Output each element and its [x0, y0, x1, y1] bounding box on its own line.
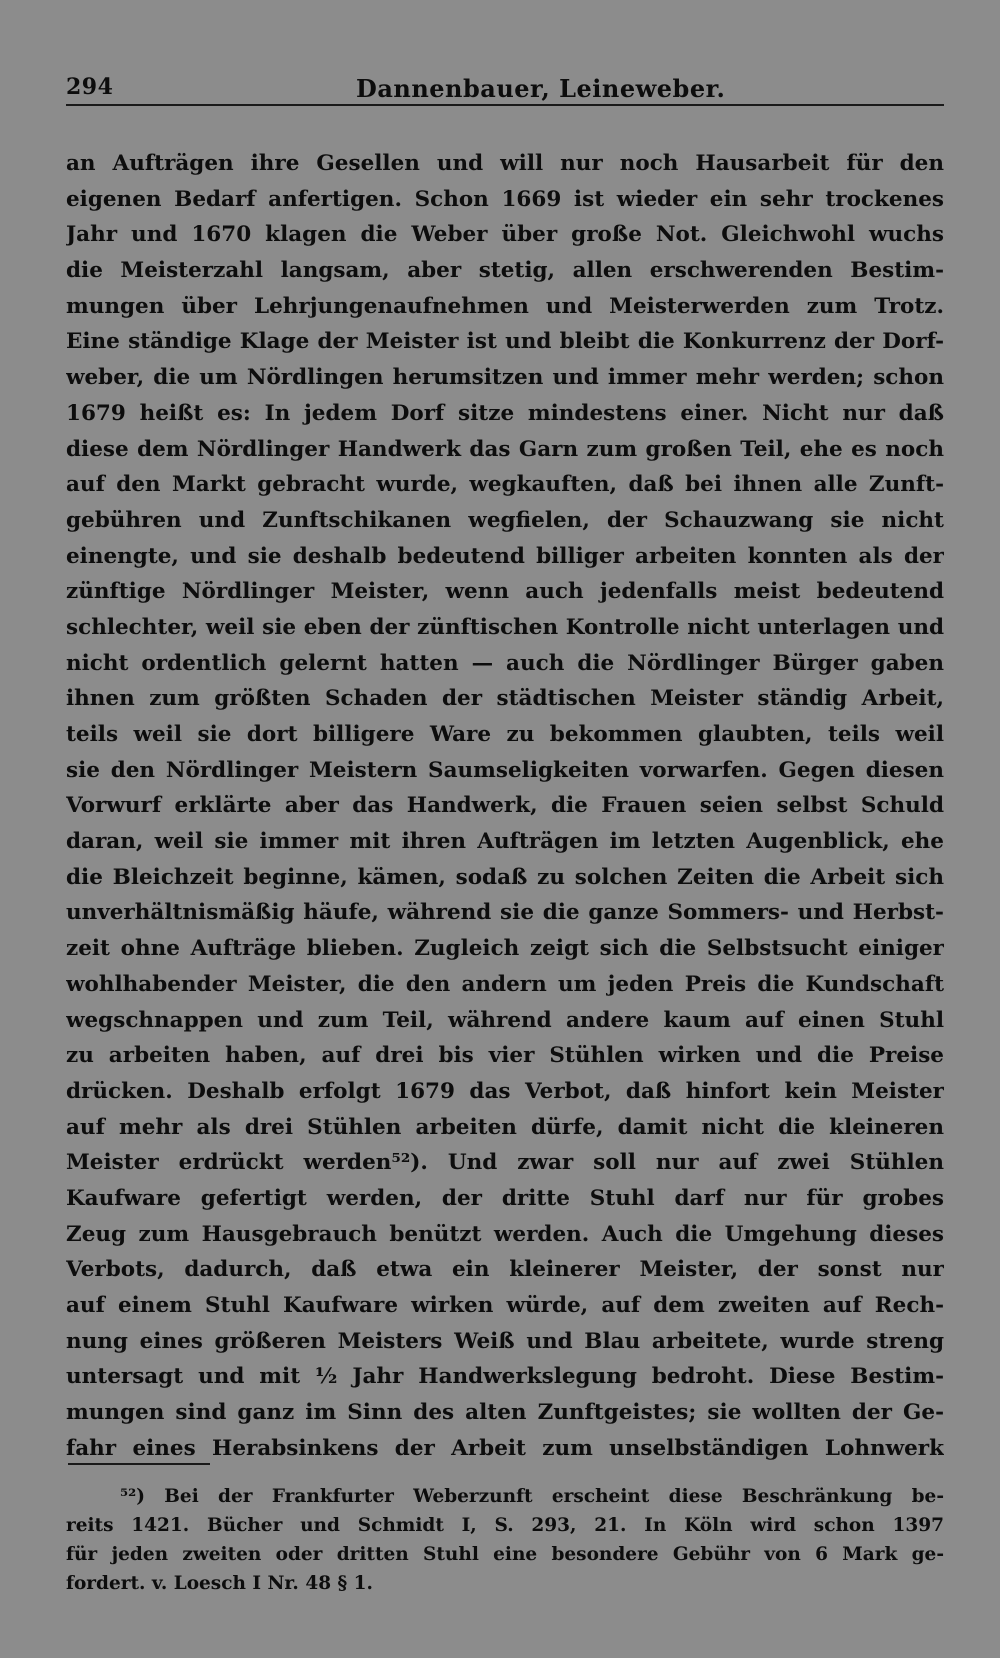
text-line: Vorwurf erklärte aber das Handwerk, die Frauen seien selbst Schuld [66, 793, 944, 819]
text-line: die Meisterzahl langsam, aber stetig, allen erschwerenden Bestim- [66, 258, 944, 284]
text-line: Kaufware gefertigt werden, der dritte Stuhl darf nur für grobes [66, 1185, 944, 1211]
text-line: wegschnappen und zum Teil, während andere kaum auf einen Stuhl [66, 1007, 944, 1033]
text-line: 1679 heißt es: In jedem Dorf sitze mindestens einer. Nicht nur daß [66, 400, 944, 426]
running-head: Dannenbauer, Leineweber. [356, 74, 726, 103]
text-line: fahr eines Herabsinkens der Arbeit zum unselbständigen Lohnwerk [66, 1435, 944, 1461]
text-line: daran, weil sie immer mit ihren Aufträgen im letzten Augenblick, ehe [66, 829, 944, 855]
text-line: drücken. Deshalb erfolgt 1679 das Verbot, daß hinfort kein Meister [66, 1078, 944, 1104]
text-line: Zeug zum Hausgebrauch benützt werden. Auch die Umgehung dieses [66, 1221, 944, 1247]
text-line: weber, die um Nördlingen herumsitzen und immer mehr werden; schon [66, 365, 944, 391]
footnote-divider [68, 1463, 210, 1465]
text-line: mungen über Lehrjungenaufnehmen und Meisterwerden zum Trotz. [66, 293, 944, 319]
text-line: wohlhabender Meister, die den andern um jeden Preis die Kundschaft [66, 971, 944, 997]
footnote-line: fordert. v. Loesch I Nr. 48 § 1. [66, 1573, 373, 1594]
footnote-line: ⁵²) Bei der Frankfurter Weberzunft erscheint diese Beschränkung be- [120, 1486, 944, 1507]
text-line: Meister erdrückt werden⁵²). Und zwar soll nur auf zwei Stühlen [66, 1150, 944, 1176]
text-line: Jahr und 1670 klagen die Weber über große Not. Gleichwohl wuchs [66, 222, 944, 248]
text-line: an Aufträgen ihre Gesellen und will nur noch Hausarbeit für den [66, 151, 944, 176]
body-text [66, 146, 944, 1466]
text-line: Eine ständige Klage der Meister ist und bleibt die Konkurrenz der Dorf- [66, 329, 944, 355]
text-line: einengte, und sie deshalb bedeutend billiger arbeiten konnten als der [66, 543, 944, 569]
text-line: gebühren und Zunftschikanen wegfielen, der Schauzwang sie nicht [66, 507, 944, 533]
text-line: teils weil sie dort billigere Ware zu bekommen glaubten, teils weil [66, 722, 944, 747]
text-line: zu arbeiten haben, auf drei bis vier Stühlen wirken und die Preise [66, 1043, 944, 1069]
footnote-line: für jeden zweiten oder dritten Stuhl eine besondere Gebühr von 6 Mark ge- [66, 1544, 944, 1565]
text-line: zeit ohne Aufträge blieben. Zugleich zeigt sich die Selbstsucht einiger [66, 936, 944, 962]
text-line: auf den Markt gebracht wurde, wegkauften, daß bei ihnen alle Zunft- [66, 472, 944, 498]
text-line: sie den Nördlinger Meistern Saumseligkeiten vorwarfen. Gegen diesen [66, 757, 944, 783]
text-line: eigenen Bedarf anfertigen. Schon 1669 ist wieder ein sehr trockenes [66, 186, 944, 212]
text-line: untersagt und mit ½ Jahr Handwerkslegung bedroht. Diese Bestim- [66, 1364, 944, 1390]
text-line: zünftige Nördlinger Meister, wenn auch jedenfalls meist bedeutend [66, 579, 944, 605]
text-line: schlechter, weil sie eben der zünftischen Kontrolle nicht unterlagen und [66, 614, 944, 640]
text-line: nicht ordentlich gelernt hatten — auch die Nördlinger Bürger gaben [66, 650, 944, 676]
text-line: ihnen zum größten Schaden der städtischen Meister ständig Arbeit, [66, 686, 944, 712]
text-line: unverhältnismäßig häufe, während sie die ganze Sommers- und Herbst- [66, 900, 944, 926]
text-line: diese dem Nördlinger Handwerk das Garn zum großen Teil, ehe es noch [66, 436, 944, 462]
book-page [66, 60, 944, 1620]
page-header [66, 60, 944, 106]
page-number: 294 [66, 74, 114, 100]
footnote-line: reits 1421. Bücher und Schmidt I, S. 293, 21. In Köln wird schon 1397 [66, 1515, 944, 1536]
footnotes [66, 1482, 944, 1598]
text-line: nung eines größeren Meisters Weiß und Blau arbeitete, wurde streng [66, 1328, 944, 1354]
text-line: Verbots, dadurch, daß etwa ein kleinerer Meister, der sonst nur [66, 1257, 944, 1283]
text-line: mungen sind ganz im Sinn des alten Zunftgeistes; sie wollten der Ge- [66, 1400, 944, 1426]
text-line: auf mehr als drei Stühlen arbeiten dürfe, damit nicht die kleineren [66, 1114, 944, 1140]
text-line: auf einem Stuhl Kaufware wirken würde, auf dem zweiten auf Rech- [66, 1293, 944, 1318]
text-line: die Bleichzeit beginne, kämen, sodaß zu solchen Zeiten die Arbeit sich [66, 864, 944, 890]
